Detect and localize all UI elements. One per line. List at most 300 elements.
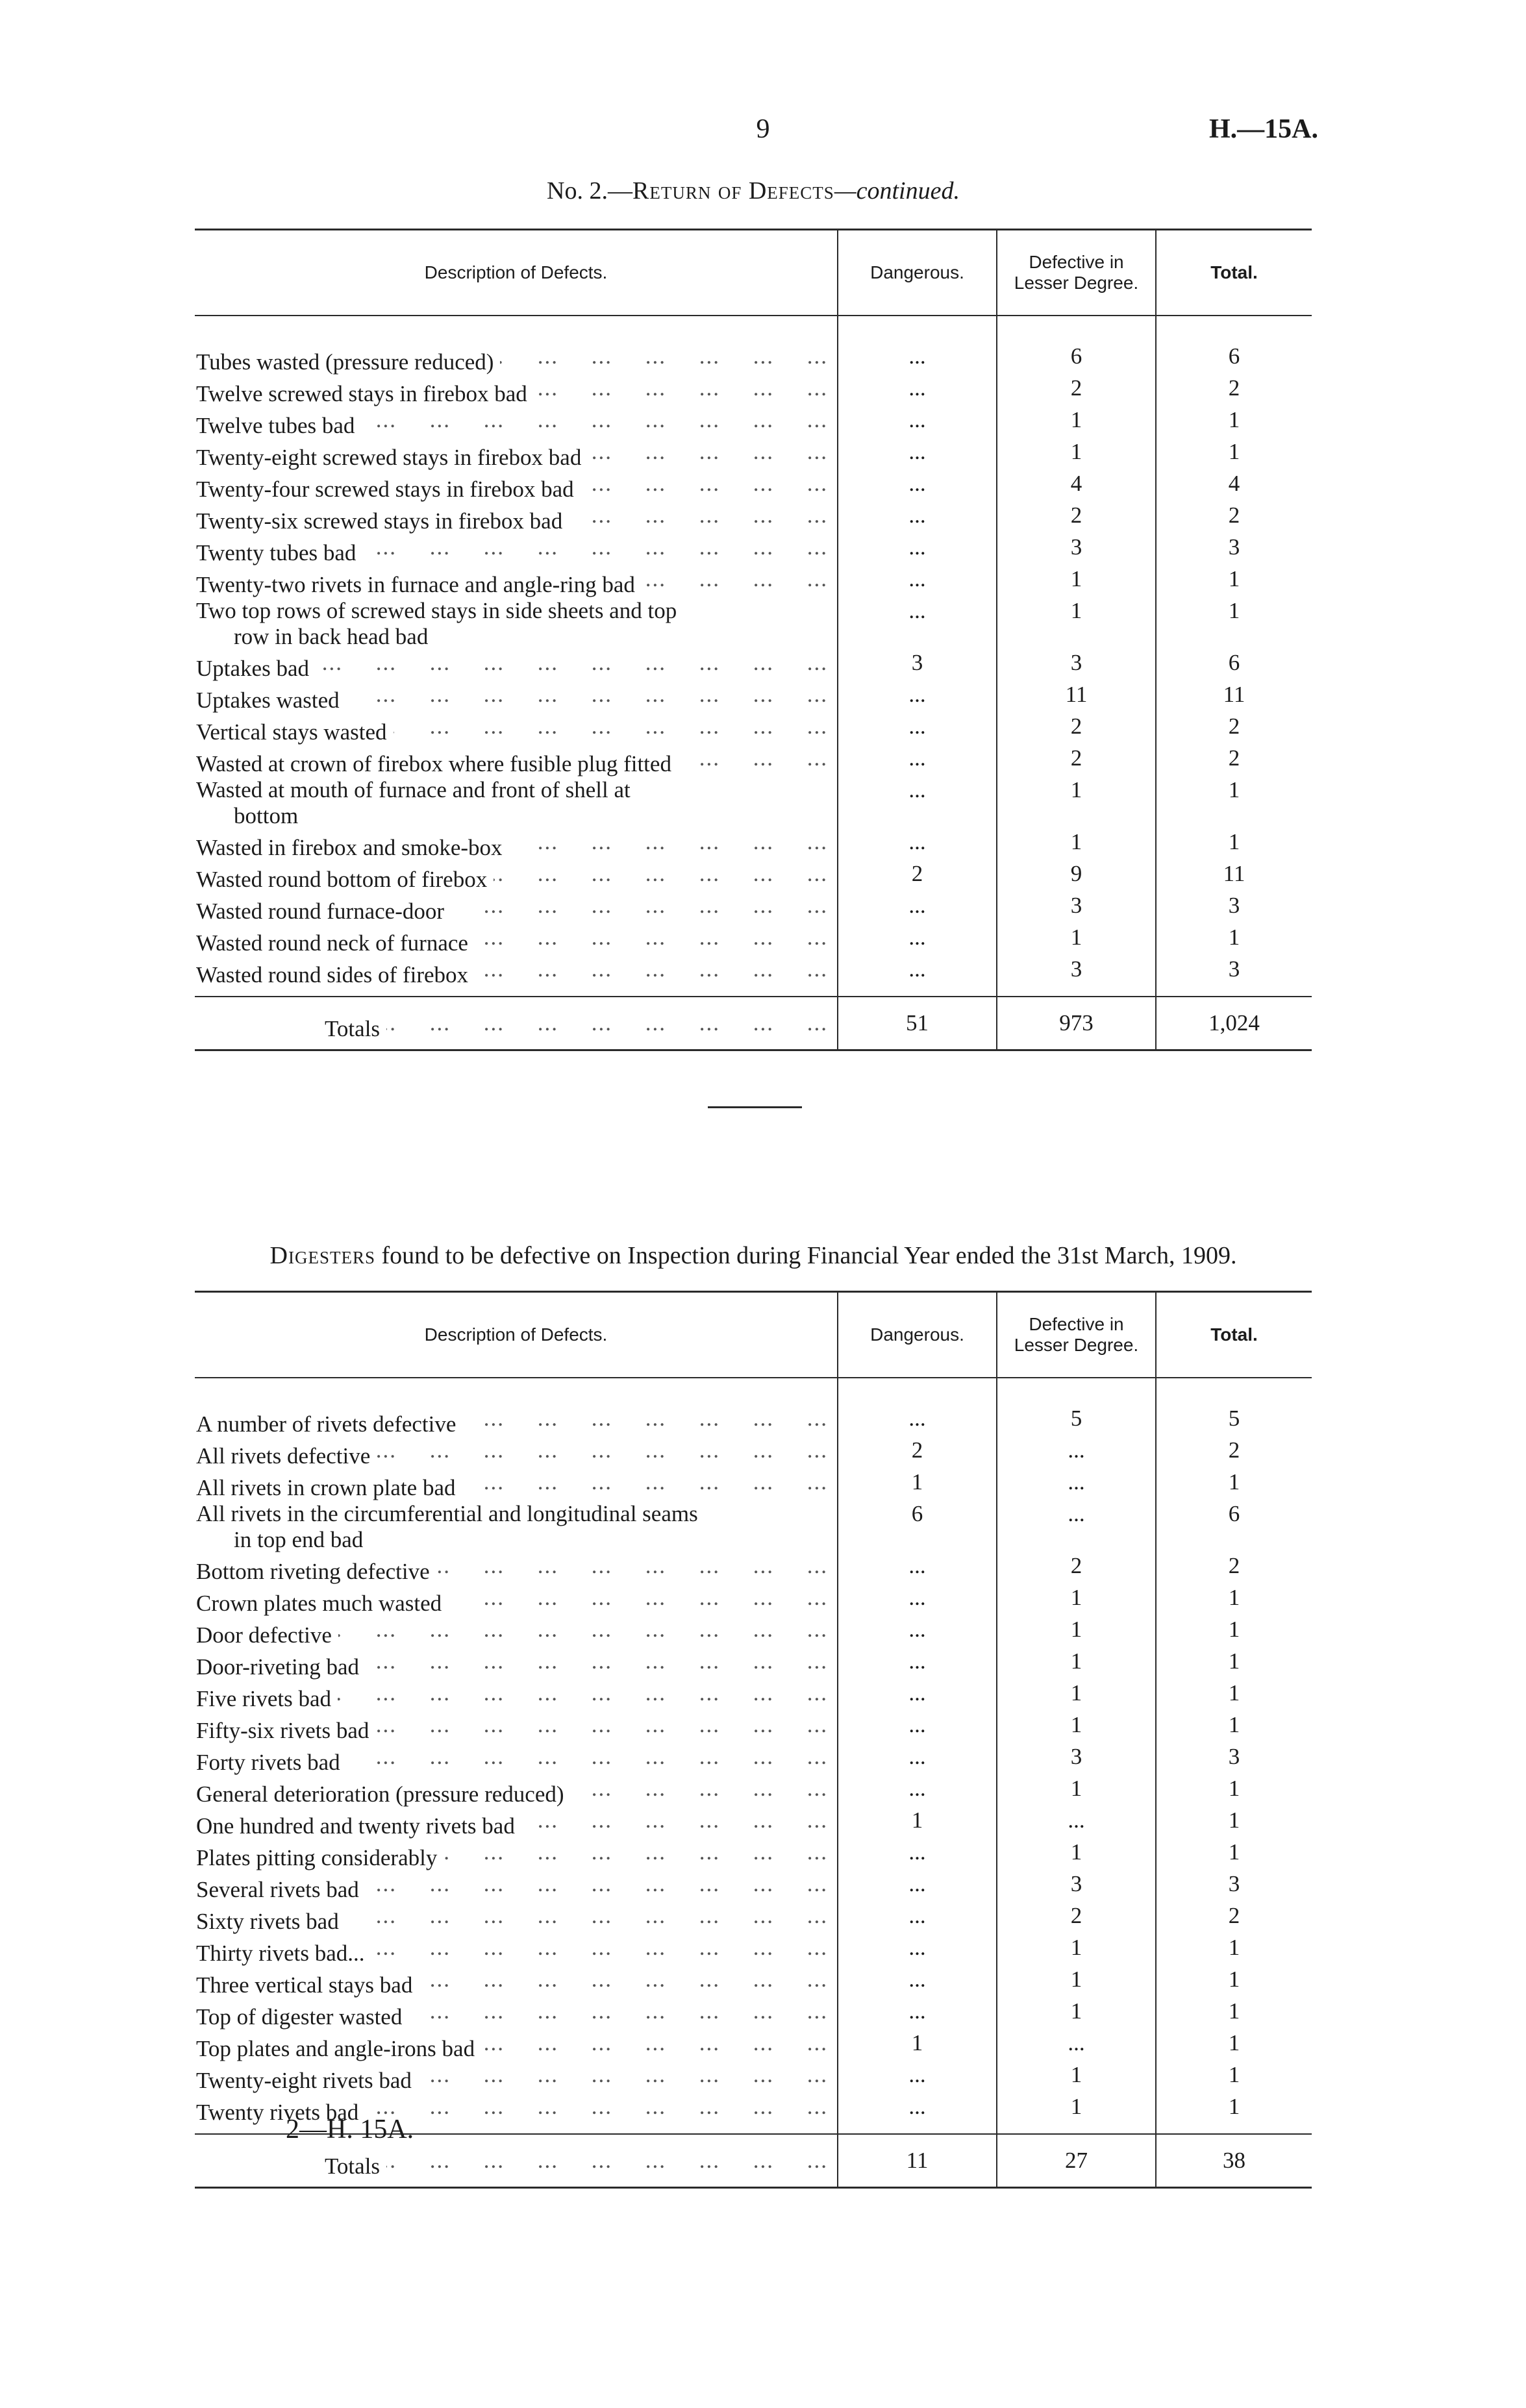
leader-dots [419, 1967, 828, 1992]
cell-description [195, 1998, 838, 2030]
table1-caption-title: Return of Defects [632, 177, 834, 205]
cell-total: 5 [1156, 1406, 1312, 1437]
table2-col-dangerous: Dangerous. [838, 1292, 997, 1378]
page-number: 9 [756, 114, 770, 144]
table2-caption [195, 1241, 1312, 1270]
table1-defects [195, 229, 1312, 1051]
table-row [195, 682, 1312, 714]
cell-lesser: ... [997, 1469, 1156, 1501]
cell-lesser: 3 [997, 956, 1156, 988]
totals-lesser: 973 [997, 997, 1156, 1050]
row-description: Crown plates much wasted [196, 1591, 442, 1616]
cell-description [195, 2030, 838, 2062]
cell-description [195, 1935, 838, 1967]
table-row [195, 1998, 1312, 2030]
table1-caption-prefix: No. 2.— [547, 177, 632, 205]
row-description: All rivets defective [196, 1443, 371, 1469]
cell-total: 11 [1156, 861, 1312, 893]
leader-dots [444, 1839, 828, 1865]
cell-lesser: ... [997, 2030, 1156, 2062]
cell-total: 1 [1156, 1935, 1312, 1967]
cell-description [195, 1680, 838, 1712]
totals-label: Totals [325, 1016, 381, 1041]
leader-dots [494, 861, 828, 887]
cell-total: 3 [1156, 956, 1312, 988]
cell-lesser: 2 [997, 503, 1156, 534]
table-row [195, 471, 1312, 503]
cell-description [195, 1437, 838, 1469]
cell-description [195, 534, 838, 566]
cell-lesser: 9 [997, 861, 1156, 893]
table1-col-lesser: Defective in Lesser Degree. [997, 230, 1156, 316]
cell-description [195, 1585, 838, 1617]
cell-lesser: 1 [997, 2094, 1156, 2126]
table-row [195, 1469, 1312, 1501]
table-row [195, 893, 1312, 925]
cell-description [195, 1553, 838, 1585]
cell-description [195, 777, 838, 829]
cell-description [195, 439, 838, 471]
table-row [195, 1839, 1312, 1871]
row-description: Wasted round bottom of firebox [196, 867, 488, 892]
leader-dots [569, 503, 828, 528]
cell-total: 6 [1156, 343, 1312, 375]
cell-description [195, 1406, 838, 1437]
cell-description [195, 1744, 838, 1776]
spacer-row [195, 1378, 1312, 1406]
leader-dots [642, 566, 828, 592]
table-row [195, 1967, 1312, 1998]
cell-description [195, 343, 838, 375]
cell-lesser: 3 [997, 650, 1156, 682]
row-description: Tubes wasted (pressure reduced) [196, 349, 494, 375]
cell-lesser: 1 [997, 407, 1156, 439]
cell-lesser: 1 [997, 2062, 1156, 2094]
cell-lesser: 1 [997, 1967, 1156, 1998]
cell-total: 6 [1156, 1501, 1312, 1553]
table-row [195, 956, 1312, 988]
cell-dangerous: ... [838, 1680, 997, 1712]
cell-description [195, 1967, 838, 1998]
totals-label-cell [195, 997, 838, 1050]
cell-total: 1 [1156, 1967, 1312, 1998]
table-row [195, 925, 1312, 956]
leader-dots [571, 1776, 828, 1802]
table-row [195, 1712, 1312, 1744]
cell-dangerous: ... [838, 375, 997, 407]
cell-dangerous: ... [838, 1935, 997, 1967]
leader-dots [408, 1998, 828, 2024]
cell-dangerous: 1 [838, 1469, 997, 1501]
spacer-row [195, 988, 1312, 997]
table-row [195, 534, 1312, 566]
cell-dangerous: ... [838, 1776, 997, 1807]
cell-description [195, 503, 838, 534]
cell-dangerous: 3 [838, 650, 997, 682]
table2-body [195, 1378, 1312, 2188]
cell-lesser: 1 [997, 598, 1156, 650]
table-row [195, 1585, 1312, 1617]
cell-lesser: 1 [997, 1617, 1156, 1648]
table-row [195, 829, 1312, 861]
cell-total: 4 [1156, 471, 1312, 503]
leader-dots [386, 1010, 828, 1036]
section-divider [708, 1106, 802, 1108]
cell-lesser: 1 [997, 1648, 1156, 1680]
table-row [195, 2030, 1312, 2062]
cell-dangerous: 6 [838, 1501, 997, 1553]
cell-description [195, 956, 838, 988]
cell-dangerous: ... [838, 745, 997, 777]
cell-dangerous: ... [838, 1871, 997, 1903]
cell-lesser: 1 [997, 1776, 1156, 1807]
row-description: Twelve screwed stays in firebox bad [196, 381, 527, 406]
cell-dangerous: ... [838, 566, 997, 598]
cell-lesser: 1 [997, 1585, 1156, 1617]
cell-total: 2 [1156, 1553, 1312, 1585]
cell-dangerous: ... [838, 1967, 997, 1998]
table-row [195, 1744, 1312, 1776]
row-description: Forty rivets bad [196, 1750, 340, 1775]
cell-total: 1 [1156, 1807, 1312, 1839]
cell-description [195, 925, 838, 956]
table1-body [195, 316, 1312, 1050]
cell-description [195, 1648, 838, 1680]
table-row [195, 1437, 1312, 1469]
cell-description [195, 598, 838, 650]
leader-dots [462, 1469, 828, 1495]
cell-dangerous: 2 [838, 861, 997, 893]
leader-dots [316, 650, 828, 676]
table1-caption [195, 177, 1312, 205]
cell-dangerous: ... [838, 343, 997, 375]
leader-dots [534, 375, 828, 401]
table1-caption-suffix: —continued. [834, 177, 960, 205]
leader-dots [475, 925, 828, 950]
row-description: Plates pitting considerably [196, 1845, 438, 1870]
row-description: Wasted round neck of furnace [196, 930, 468, 956]
table-row [195, 1935, 1312, 1967]
footer-code: 2—H. 15A. [286, 2115, 414, 2144]
cell-lesser: 3 [997, 1744, 1156, 1776]
leader-dots [365, 2094, 828, 2120]
table-row [195, 598, 1312, 650]
cell-dangerous: ... [838, 1998, 997, 2030]
leader-dots [338, 1680, 828, 1706]
row-description: Several rivets bad [196, 1877, 359, 1902]
document-code: H.—15A. [1209, 114, 1318, 144]
cell-description [195, 2062, 838, 2094]
cell-dangerous: ... [838, 534, 997, 566]
cell-lesser: 5 [997, 1406, 1156, 1437]
cell-total: 2 [1156, 745, 1312, 777]
table2-col-description: Description of Defects. [195, 1292, 838, 1378]
table-row [195, 1648, 1312, 1680]
cell-dangerous: 1 [838, 2030, 997, 2062]
spacer-row [195, 316, 1312, 343]
leader-dots [509, 829, 828, 855]
leader-dots [386, 2148, 828, 2174]
table1-header-row [195, 230, 1312, 316]
leader-dots [345, 1903, 828, 1929]
cell-dangerous: ... [838, 1585, 997, 1617]
cell-dangerous: ... [838, 598, 997, 650]
cell-lesser: 1 [997, 829, 1156, 861]
cell-total: 1 [1156, 1585, 1312, 1617]
row-description: Uptakes wasted [196, 688, 340, 713]
cell-lesser: 6 [997, 343, 1156, 375]
leader-dots [394, 714, 828, 739]
cell-lesser: 1 [997, 777, 1156, 829]
row-description: Vertical stays wasted [196, 719, 387, 745]
cell-total: 1 [1156, 598, 1312, 650]
leader-dots [361, 407, 828, 433]
cell-total: 1 [1156, 566, 1312, 598]
cell-lesser: 1 [997, 439, 1156, 471]
cell-dangerous: ... [838, 829, 997, 861]
row-description: Twenty rivets bad [196, 2100, 359, 2125]
table2-digesters [195, 1291, 1312, 2189]
cell-lesser: 1 [997, 1998, 1156, 2030]
cell-description [195, 1469, 838, 1501]
leader-dots [588, 439, 828, 465]
cell-lesser: 1 [997, 1839, 1156, 1871]
cell-description [195, 745, 838, 777]
cell-total: 1 [1156, 2062, 1312, 2094]
table-row [195, 407, 1312, 439]
row-description: Three vertical stays bad [196, 1972, 413, 1998]
cell-dangerous: ... [838, 925, 997, 956]
leader-dots [375, 1712, 828, 1738]
cell-dangerous: ... [838, 1406, 997, 1437]
table-row [195, 439, 1312, 471]
cell-dangerous: ... [838, 956, 997, 988]
cell-total: 1 [1156, 1998, 1312, 2030]
cell-description [195, 1903, 838, 1935]
cell-total: 1 [1156, 1776, 1312, 1807]
cell-lesser: 3 [997, 534, 1156, 566]
leader-dots [366, 1871, 828, 1897]
cell-dangerous: ... [838, 1553, 997, 1585]
table2-col-total: Total. [1156, 1292, 1312, 1378]
row-description: Door-riveting bad [196, 1654, 360, 1680]
cell-lesser: 2 [997, 745, 1156, 777]
cell-dangerous: ... [838, 2094, 997, 2126]
cell-dangerous: ... [838, 471, 997, 503]
table-row [195, 861, 1312, 893]
table-row [195, 1871, 1312, 1903]
cell-total: 1 [1156, 1469, 1312, 1501]
cell-description [195, 861, 838, 893]
row-description: Wasted at mouth of furnace and front of shell at [196, 777, 631, 802]
table2-header-row [195, 1292, 1312, 1378]
row-description: Two top rows of screwed stays in side sheets and top [196, 598, 677, 623]
cell-dangerous: 2 [838, 1437, 997, 1469]
table-row [195, 1406, 1312, 1437]
cell-total: 1 [1156, 1839, 1312, 1871]
table1-col-description: Description of Defects. [195, 230, 838, 316]
cell-total: 1 [1156, 2094, 1312, 2126]
table-row [195, 2062, 1312, 2094]
leader-dots [377, 1437, 828, 1463]
cell-dangerous: 1 [838, 1807, 997, 1839]
row-description: General deterioration (pressure reduced) [196, 1781, 564, 1807]
totals-lesser: 27 [997, 2134, 1156, 2188]
cell-dangerous: ... [838, 1903, 997, 1935]
cell-dangerous: ... [838, 682, 997, 714]
cell-description [195, 1712, 838, 1744]
table-row [195, 1807, 1312, 1839]
cell-lesser: 2 [997, 1903, 1156, 1935]
totals-row [195, 997, 1312, 1050]
cell-description [195, 1871, 838, 1903]
cell-lesser: 3 [997, 893, 1156, 925]
cell-lesser: ... [997, 1501, 1156, 1553]
row-description: One hundred and twenty rivets bad [196, 1813, 515, 1839]
cell-total: 6 [1156, 650, 1312, 682]
leader-dots [338, 1617, 828, 1643]
cell-lesser: 1 [997, 1935, 1156, 1967]
cell-lesser: 11 [997, 682, 1156, 714]
cell-description [195, 407, 838, 439]
cell-lesser: 1 [997, 1712, 1156, 1744]
table2-caption-rest: found to be defective on Inspection during Financial Year ended the 31st March, 1909. [375, 1242, 1237, 1269]
table-row [195, 1617, 1312, 1648]
cell-lesser: 3 [997, 1871, 1156, 1903]
row-description-continuation: row in back head bad [234, 624, 429, 649]
row-description: Twenty-eight screwed stays in firebox bad [196, 445, 582, 470]
table-row [195, 1553, 1312, 1585]
cell-lesser: 2 [997, 714, 1156, 745]
cell-lesser: ... [997, 1437, 1156, 1469]
table-row [195, 1903, 1312, 1935]
cell-lesser: 4 [997, 471, 1156, 503]
leader-dots [436, 1553, 828, 1579]
leader-dots [500, 343, 828, 369]
table-row [195, 503, 1312, 534]
cell-description [195, 1807, 838, 1839]
leader-dots [418, 2062, 828, 2088]
totals-total: 38 [1156, 2134, 1312, 2188]
table-row [195, 777, 1312, 829]
totals-dangerous: 11 [838, 2134, 997, 2188]
table2-col-lesser: Defective in Lesser Degree. [997, 1292, 1156, 1378]
cell-dangerous: ... [838, 1648, 997, 1680]
cell-total: 1 [1156, 829, 1312, 861]
table-row [195, 1501, 1312, 1553]
row-description: All rivets in crown plate bad [196, 1475, 456, 1500]
cell-lesser: 2 [997, 1553, 1156, 1585]
row-description: Twenty tubes bad [196, 540, 356, 565]
totals-dangerous: 51 [838, 997, 997, 1050]
table-row [195, 343, 1312, 375]
cell-total: 1 [1156, 1712, 1312, 1744]
row-description: All rivets in the circumferential and longitudinal seams [196, 1501, 698, 1526]
row-description: Door defective [196, 1622, 332, 1648]
table2-caption-title: Digesters [269, 1242, 375, 1269]
row-description: Top plates and angle-irons bad [196, 2036, 475, 2061]
cell-total: 2 [1156, 1903, 1312, 1935]
row-description: Twenty-six screwed stays in firebox bad [196, 508, 563, 534]
cell-dangerous: ... [838, 2062, 997, 2094]
row-description: Five rivets bad [196, 1686, 332, 1711]
cell-description [195, 375, 838, 407]
cell-description [195, 1839, 838, 1871]
cell-dangerous: ... [838, 777, 997, 829]
cell-dangerous: ... [838, 1617, 997, 1648]
row-description: Twenty-two rivets in furnace and angle-ring bad [196, 572, 635, 597]
cell-description [195, 829, 838, 861]
cell-total: 1 [1156, 1617, 1312, 1648]
leader-dots [451, 893, 828, 919]
cell-description [195, 1776, 838, 1807]
row-description-continuation: bottom [234, 803, 299, 828]
cell-total: 1 [1156, 1648, 1312, 1680]
cell-total: 1 [1156, 777, 1312, 829]
leader-dots [581, 471, 828, 497]
row-description: A number of rivets defective [196, 1411, 457, 1437]
cell-description [195, 682, 838, 714]
table-row [195, 1776, 1312, 1807]
row-description: Thirty rivets bad... [196, 1941, 365, 1966]
row-description: Wasted in firebox and smoke-box [196, 835, 503, 860]
cell-lesser: 1 [997, 566, 1156, 598]
cell-description [195, 714, 838, 745]
table-row [195, 1680, 1312, 1712]
cell-total: 3 [1156, 1744, 1312, 1776]
table-row [195, 650, 1312, 682]
leader-dots [462, 1406, 828, 1432]
row-description: Wasted at crown of firebox where fusible plug fitted [196, 751, 671, 776]
cell-lesser: 1 [997, 925, 1156, 956]
cell-total: 2 [1156, 375, 1312, 407]
cell-dangerous: ... [838, 439, 997, 471]
cell-description [195, 566, 838, 598]
leader-dots [346, 682, 828, 708]
leader-dots [481, 2030, 828, 2056]
cell-total: 11 [1156, 682, 1312, 714]
row-description: Twenty-four screwed stays in firebox bad [196, 477, 574, 502]
cell-description [195, 893, 838, 925]
table-row [195, 566, 1312, 598]
row-description: Uptakes bad [196, 656, 309, 681]
cell-total: 2 [1156, 1437, 1312, 1469]
cell-lesser: 2 [997, 375, 1156, 407]
table-row [195, 745, 1312, 777]
totals-total: 1,024 [1156, 997, 1312, 1050]
cell-total: 1 [1156, 1680, 1312, 1712]
cell-dangerous: ... [838, 1744, 997, 1776]
table1-col-total: Total. [1156, 230, 1312, 316]
leader-dots [475, 956, 828, 982]
cell-description [195, 650, 838, 682]
cell-dangerous: ... [838, 1839, 997, 1871]
cell-total: 3 [1156, 893, 1312, 925]
cell-description [195, 1617, 838, 1648]
table1-col-dangerous: Dangerous. [838, 230, 997, 316]
table-row [195, 375, 1312, 407]
row-description: Bottom riveting defective [196, 1559, 430, 1584]
cell-description [195, 471, 838, 503]
cell-dangerous: ... [838, 893, 997, 925]
cell-description [195, 1501, 838, 1553]
cell-total: 1 [1156, 439, 1312, 471]
cell-dangerous: ... [838, 1712, 997, 1744]
leader-dots [678, 745, 828, 771]
cell-total: 3 [1156, 534, 1312, 566]
cell-lesser: ... [997, 1807, 1156, 1839]
leader-dots [366, 1648, 828, 1674]
